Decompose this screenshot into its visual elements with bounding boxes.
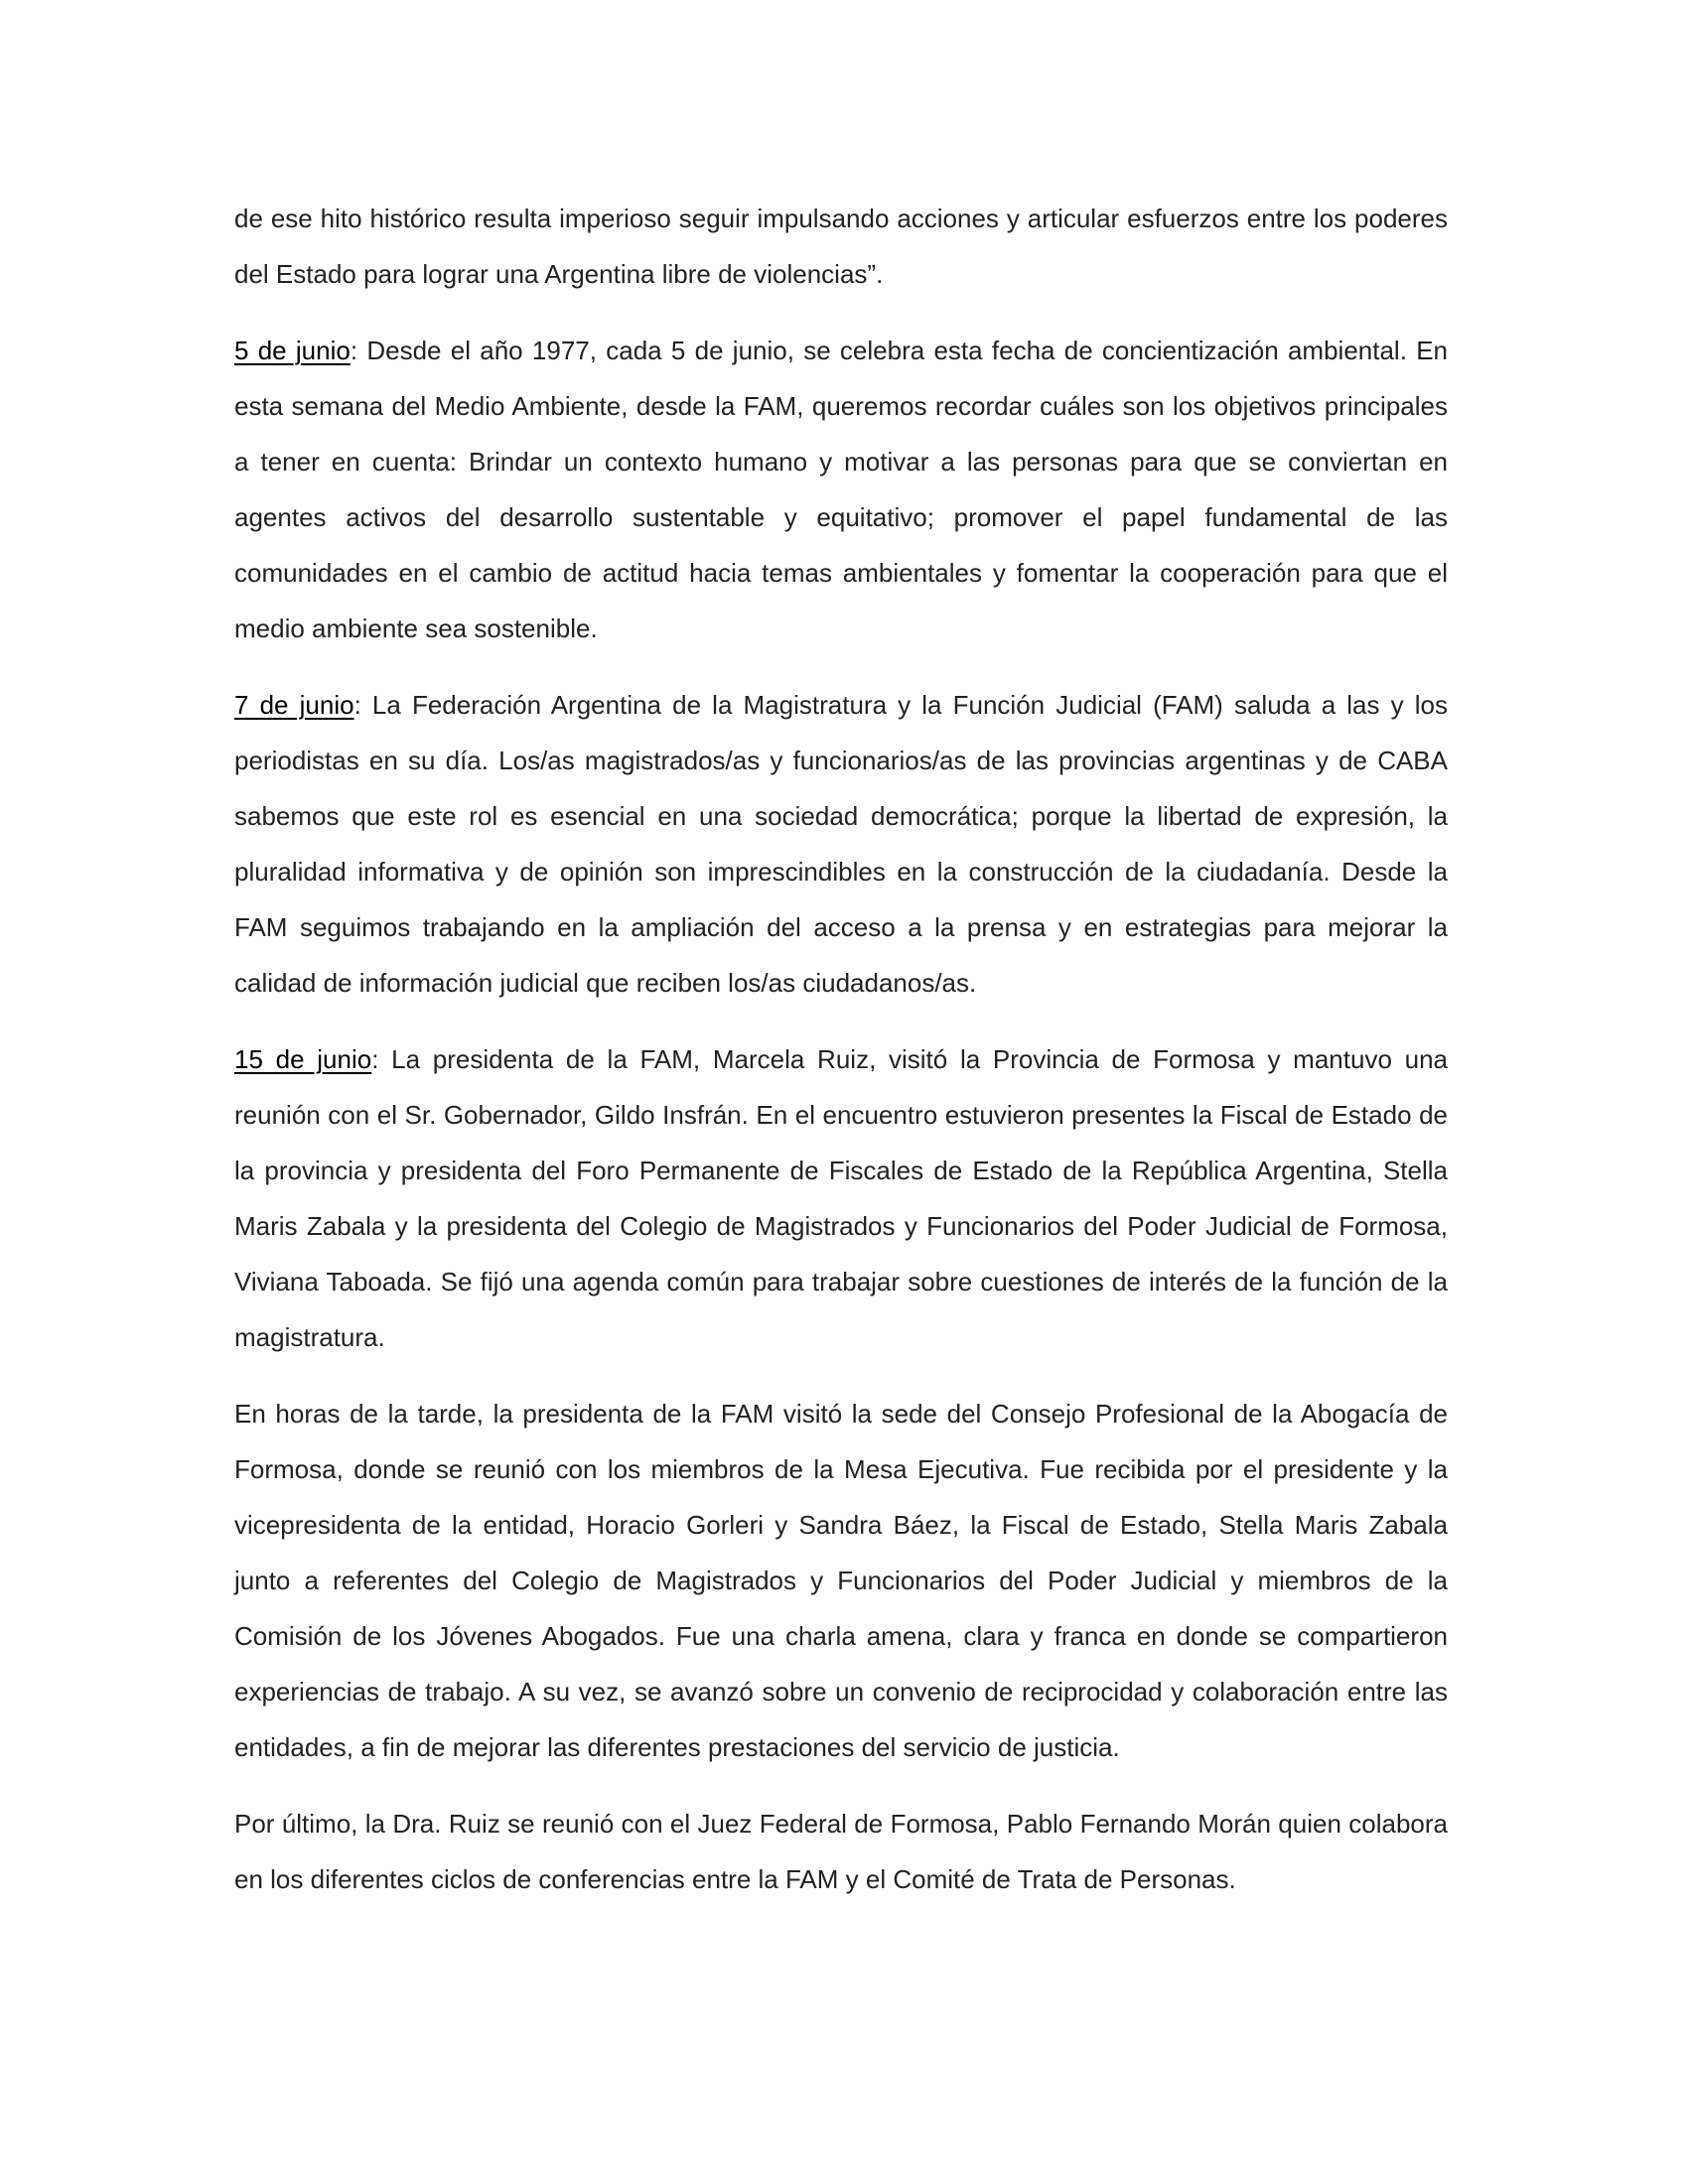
date-heading: 5 de junio bbox=[234, 336, 351, 365]
paragraph-3 bbox=[234, 677, 1448, 1011]
date-separator: : bbox=[350, 336, 358, 365]
date-separator: : bbox=[353, 690, 361, 720]
paragraph-1 bbox=[234, 191, 1448, 302]
paragraph-6 bbox=[234, 1796, 1448, 1907]
paragraph-4 bbox=[234, 1031, 1448, 1365]
paragraph-text: Por último, la Dra. Ruiz se reunió con el Juez Federal de Formosa, Pablo Fernando Morán quien colabora en los diferentes ciclos de conferencias entre la FAM y el Comité de Trata de Personas. bbox=[234, 1809, 1448, 1894]
date-heading: 7 de junio bbox=[234, 690, 354, 720]
paragraph-text: de ese hito histórico resulta imperioso seguir impulsando acciones y articular esfuerzos entre los poderes del Estado para lograr una Argentina libre de violencias”. bbox=[234, 204, 1448, 289]
paragraph-2 bbox=[234, 323, 1448, 656]
date-separator: : bbox=[371, 1044, 379, 1074]
paragraph-text: En horas de la tarde, la presidenta de la FAM visitó la sede del Consejo Profesional de la Abogacía de Formosa, donde se reunió con los miembros de la Mesa Ejecutiva. Fue recibida por el presidente y la vicepresidenta de la entidad, Horacio Gorleri y Sandra Báez, la Fiscal de Estado, Stella Maris Zabala junto a referentes del Colegio de Magistrados y Funcionarios del Poder Judicial y miembros de la Comisión de los Jóvenes Abogados. Fue una charla amena, clara y franca en donde se compartieron experiencias de trabajo. A su vez, se avanzó sobre un convenio de reciprocidad y colaboración entre las entidades, a fin de mejorar las diferentes prestaciones del servicio de justicia. bbox=[234, 1399, 1448, 1762]
date-heading: 15 de junio bbox=[234, 1044, 372, 1074]
paragraph-text: La presidenta de la FAM, Marcela Ruiz, visitó la Provincia de Formosa y mantuvo una reunión con el Sr. Gobernador, Gildo Insfrán. En el encuentro estuvieron presentes la Fiscal de Estado de la provincia y presidenta del Foro Permanente de Fiscales de Estado de la República Argentina, Stella Maris Zabala y la presidenta del Colegio de Magistrados y Funcionarios del Poder Judicial de Formosa, Viviana Taboada. Se fijó una agenda común para trabajar sobre cuestiones de interés de la función de la magistratura. bbox=[234, 1044, 1448, 1352]
document-page bbox=[234, 191, 1448, 1928]
paragraph-text: La Federación Argentina de la Magistratura y la Función Judicial (FAM) saluda a las y los periodistas en su día. Los/as magistrados/as y funcionarios/as de las provincias argentinas y de CABA sabemos que este rol es esencial en una sociedad democrática; porque la libertad de expresión, la pluralidad informativa y de opinión son imprescindibles en la construcción de la ciudadanía. Desde la FAM seguimos trabajando en la ampliación del acceso a la prensa y en estrategias para mejorar la calidad de información judicial que reciben los/as ciudadanos/as. bbox=[234, 690, 1448, 998]
paragraph-5 bbox=[234, 1386, 1448, 1775]
paragraph-text: Desde el año 1977, cada 5 de junio, se celebra esta fecha de concientización ambiental. En esta semana del Medio Ambiente, desde la FAM, queremos recordar cuáles son los objetivos principales a tener en cuenta: Brindar un contexto humano y motivar a las personas para que se conviertan en agentes activos del desarrollo sustentable y equitativo; promover el papel fundamental de las comunidades en el cambio de actitud hacia temas ambientales y fomentar la cooperación para que el medio ambiente sea sostenible. bbox=[234, 336, 1448, 643]
